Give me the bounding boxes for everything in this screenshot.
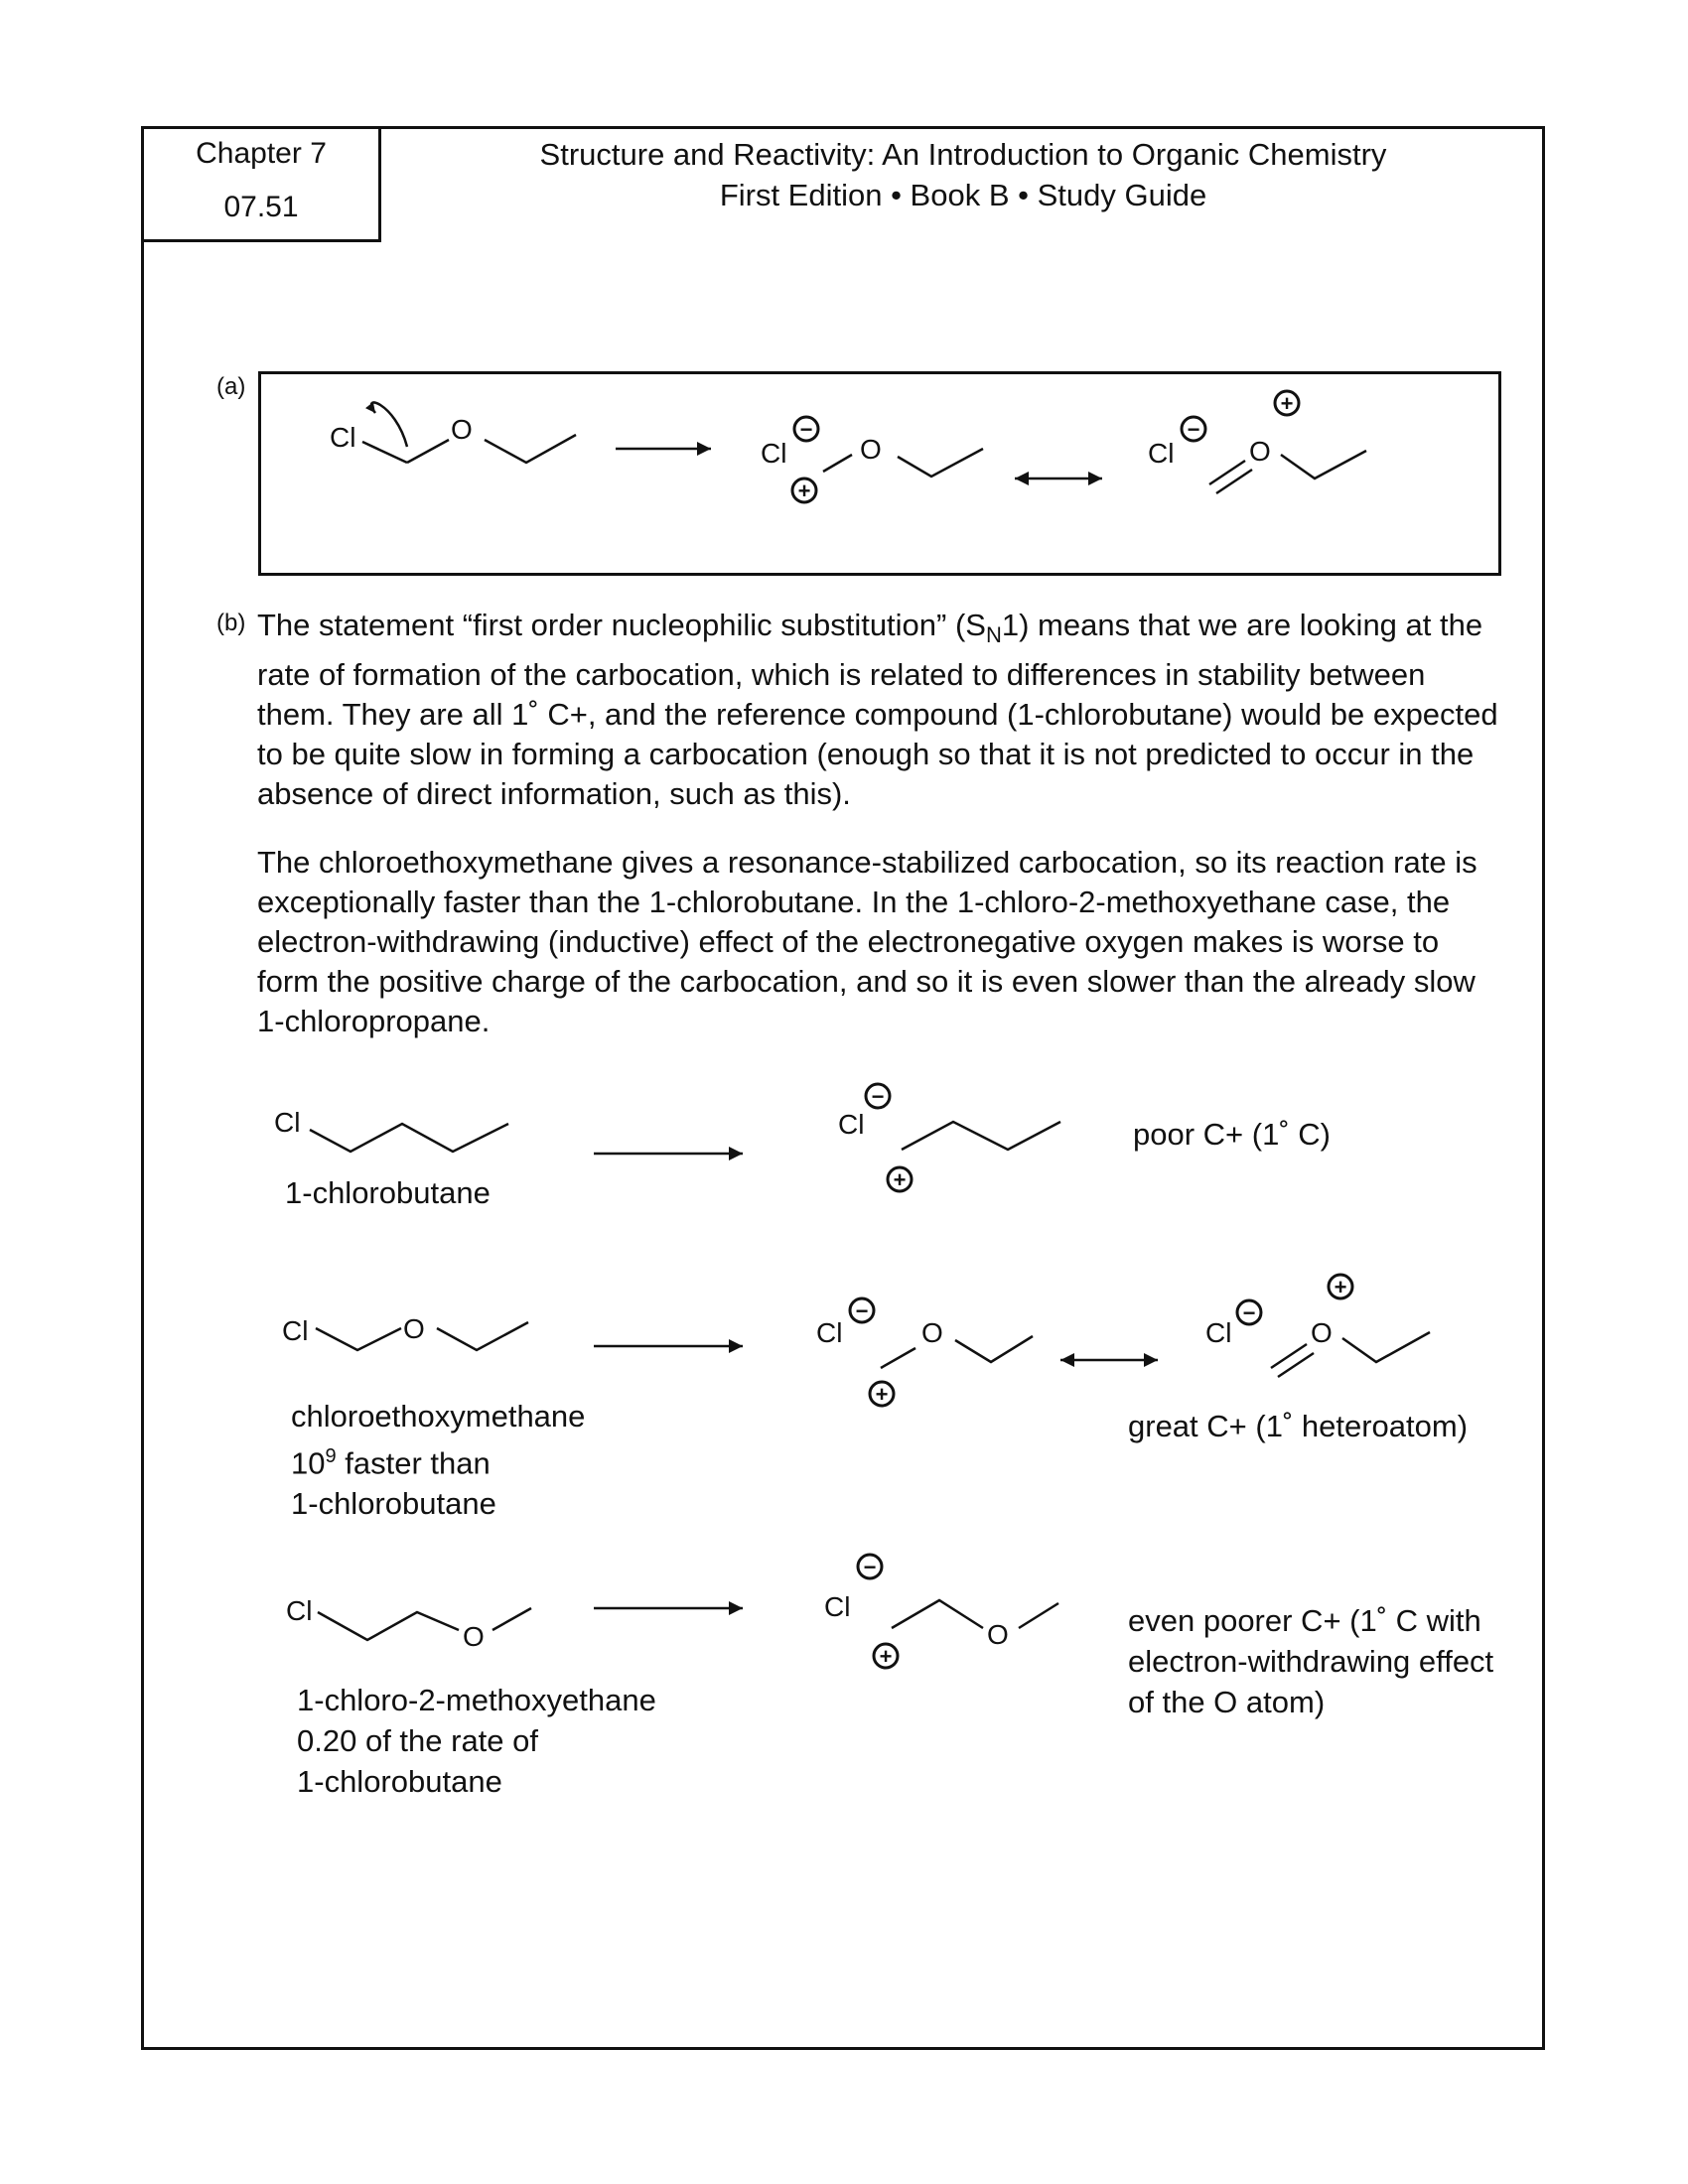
positive-charge-icon — [1329, 1275, 1352, 1299]
negative-charge-icon — [794, 417, 818, 442]
atom-cl: Cl — [816, 1317, 843, 1348]
atom-o: O — [451, 414, 473, 445]
svg-text:−: − — [855, 1298, 869, 1323]
svg-text:+: + — [1280, 391, 1294, 416]
positive-charge-icon — [874, 1644, 898, 1669]
carbocation-comment-3-line1: even poorer C+ (1˚ C with — [1128, 1603, 1481, 1638]
carbocation-comment-3-line3: of the O atom) — [1128, 1685, 1326, 1719]
carbocation-comment-3-line2: electron-withdrawing effect — [1128, 1644, 1494, 1679]
negative-charge-icon — [1182, 417, 1205, 442]
svg-text:−: − — [863, 1555, 877, 1579]
atom-cl: Cl — [330, 422, 356, 453]
atom-o: O — [1249, 436, 1271, 467]
atom-cl: Cl — [1148, 438, 1175, 469]
atom-o: O — [987, 1619, 1009, 1650]
molecule-3-reactant — [318, 1608, 531, 1640]
negative-charge-icon — [850, 1298, 874, 1323]
svg-text:−: − — [1187, 417, 1200, 442]
part-b-label: (b) — [216, 610, 246, 636]
positive-charge-icon — [792, 478, 816, 503]
molecule-3-product — [892, 1600, 1058, 1628]
atom-o: O — [463, 1621, 485, 1652]
svg-text:+: + — [893, 1167, 907, 1192]
compound-name-3-line2: 0.20 of the rate of — [297, 1723, 539, 1758]
atom-cl: Cl — [838, 1109, 865, 1140]
svg-text:+: + — [875, 1382, 889, 1407]
compound-name-2-line3: 1-chlorobutane — [291, 1486, 496, 1522]
positive-charge-icon — [870, 1382, 894, 1407]
page-code: 07.51 — [223, 191, 299, 223]
molecule-2-product — [881, 1336, 1033, 1368]
paragraph-2-text: The chloroethoxymethane gives a resonance-stabilized carbocation, so its reaction rate is exceptionally faster than the 1-chlorobutane. In the 1-chloro-2-methoxyethane case, the electron-withdrawing (inductive) effect of the electronegative oxygen makes is worse to form the positive charge of the carbocation, and so it is even slower than the already slow — [257, 845, 1477, 999]
atom-cl: Cl — [274, 1107, 301, 1138]
molecule-1-product — [902, 1122, 1060, 1150]
negative-charge-icon — [866, 1084, 890, 1109]
svg-text:+: + — [797, 478, 811, 503]
paragraph-1-start: The statement “first order nucleophilic substitution” (S — [257, 608, 986, 642]
atom-o: O — [921, 1317, 943, 1348]
atom-cl: Cl — [282, 1315, 309, 1346]
svg-text:−: − — [799, 417, 813, 442]
molecule-2-resonance — [1271, 1332, 1430, 1377]
rate-2-base: 10 — [291, 1445, 326, 1481]
negative-charge-icon — [858, 1555, 882, 1579]
atom-o: O — [403, 1313, 425, 1344]
atom-cl: Cl — [824, 1591, 851, 1622]
compound-name-3-line3: 1-chlorobutane — [297, 1764, 502, 1799]
book-title-line2: First Edition • Book B • Study Guide — [719, 178, 1207, 212]
molecule-1-reactant — [310, 1124, 508, 1152]
svg-text:−: − — [871, 1084, 885, 1109]
paragraph-2-last-line: 1-chloropropane. — [257, 1004, 491, 1038]
carbocation-comment-1: poor C+ (1˚ C) — [1133, 1117, 1331, 1152]
positive-charge-icon — [888, 1167, 912, 1192]
chapter-label: Chapter 7 — [196, 137, 327, 170]
carbocation-comment-2: great C+ (1˚ heteroatom) — [1128, 1409, 1469, 1443]
atom-cl: Cl — [761, 438, 787, 469]
molecule-a-product-2 — [1209, 451, 1366, 493]
negative-charge-icon — [1237, 1300, 1261, 1325]
atom-cl: Cl — [1205, 1317, 1232, 1348]
atom-cl: Cl — [286, 1595, 313, 1626]
compound-name-3-line1: 1-chloro-2-methoxyethane — [297, 1683, 656, 1717]
svg-text:−: − — [1242, 1300, 1256, 1325]
compound-name-1: 1-chlorobutane — [285, 1175, 491, 1210]
positive-charge-icon — [1275, 391, 1299, 416]
svg-text:+: + — [1334, 1275, 1347, 1299]
molecule-a-product-1 — [823, 449, 983, 477]
paragraph-1-end: 1) means that we are looking at the rate of formation of the carbocation, which is related to differences in stability between them. They are all 1˚ C+, and the reference compound (1-chlorobutane) would be expected to be quite slow in forming a carbocation (enough so that it is not predicted to occur in the absence of direct information, such as this). — [257, 608, 1498, 812]
atom-o: O — [1311, 1317, 1333, 1348]
part-a-label: (a) — [216, 373, 246, 400]
curved-arrow — [371, 402, 407, 447]
rate-2-exponent: 9 — [325, 1445, 337, 1467]
atom-o: O — [860, 434, 882, 465]
svg-text:+: + — [879, 1644, 893, 1669]
rate-2-text: faster than — [345, 1445, 491, 1481]
subscript-n: N — [985, 622, 1002, 648]
compound-name-2-line1: chloroethoxymethane — [291, 1399, 586, 1433]
book-title-line1: Structure and Reactivity: An Introduction to Organic Chemistry — [539, 137, 1387, 172]
